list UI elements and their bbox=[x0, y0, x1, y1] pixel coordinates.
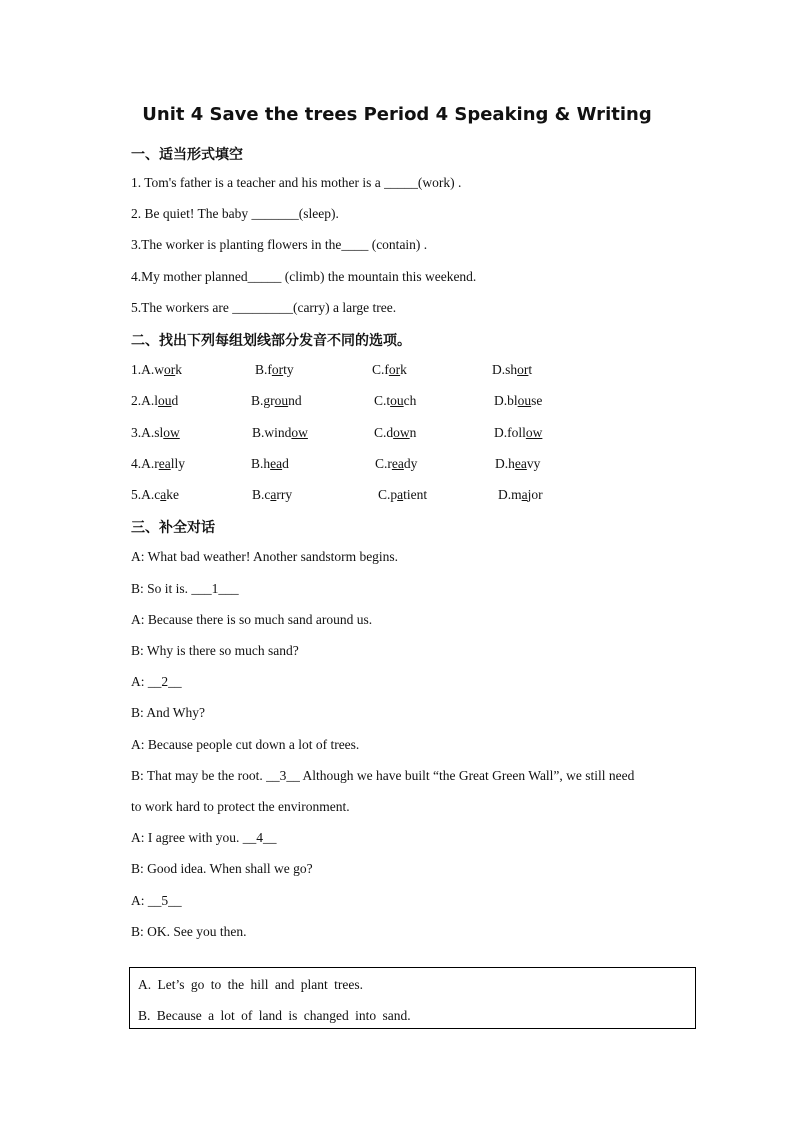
phonics-option-5-b bbox=[252, 487, 292, 503]
dialogue-line-12: A: __5__ bbox=[131, 893, 182, 908]
underlined-letters: ou bbox=[158, 393, 172, 408]
dialogue-line-6: B: And Why? bbox=[131, 705, 205, 720]
option-text: k bbox=[175, 362, 182, 377]
option-text: C.d bbox=[374, 425, 394, 440]
option-text: D.foll bbox=[494, 425, 526, 440]
fill-blank-item-3: 3.The worker is planting flowers in the____ (contain) . bbox=[131, 237, 428, 252]
dialogue-line-7: A: Because people cut down a lot of trees. bbox=[131, 737, 360, 752]
dialogue-line-1: A: What bad weather! Another sandstorm begins. bbox=[131, 549, 399, 564]
underlined-letters: a bbox=[160, 487, 167, 502]
underlined-letters: ow bbox=[393, 425, 410, 440]
underlined-letters: ou bbox=[274, 393, 289, 408]
options-box bbox=[129, 967, 696, 1029]
option-text: B.gr bbox=[251, 393, 275, 408]
dialogue-line-9: to work hard to protect the environment. bbox=[131, 799, 350, 814]
underlined-letters: or bbox=[517, 362, 529, 377]
dialogue-line-13: B: OK. See you then. bbox=[131, 924, 247, 939]
underlined-letters: ow bbox=[291, 425, 308, 440]
option-text: t bbox=[528, 362, 533, 377]
option-text: 2.A.l bbox=[131, 393, 158, 408]
dialogue-line-11: B: Good idea. When shall we go? bbox=[131, 861, 313, 876]
dialogue-line-5: A: __2__ bbox=[131, 674, 182, 689]
option-text: C.p bbox=[378, 487, 398, 502]
section3-heading: 三、补全对话 bbox=[131, 520, 215, 536]
phonics-option-4-b bbox=[251, 456, 289, 472]
underlined-letters: or bbox=[388, 362, 401, 377]
option-text: B.wind bbox=[252, 425, 292, 440]
option-text: rry bbox=[276, 487, 293, 502]
dialogue-line-10: A: I agree with you. __4__ bbox=[131, 830, 277, 845]
underlined-letters: or bbox=[164, 362, 176, 377]
phonics-option-3-b bbox=[252, 425, 308, 441]
fill-blank-item-1: 1. Tom's father is a teacher and his mother is a _____(work) . bbox=[131, 175, 462, 190]
underlined-letters: ow bbox=[163, 425, 180, 440]
option-text: se bbox=[531, 393, 543, 408]
phonics-option-3-c bbox=[374, 425, 416, 441]
option-text: C.f bbox=[372, 362, 389, 377]
option-text: jor bbox=[527, 487, 543, 502]
phonics-option-1-d bbox=[492, 362, 532, 378]
option-text: D.sh bbox=[492, 362, 518, 377]
section2-heading: 二、找出下列每组划线部分发音不同的选项。 bbox=[131, 333, 411, 349]
option-b: B. Because a lot of land is changed into sand. bbox=[138, 1008, 411, 1023]
underlined-letters: a bbox=[270, 487, 277, 502]
phonics-option-4-c bbox=[375, 456, 417, 472]
option-text: ke bbox=[166, 487, 179, 502]
phonics-option-4-d bbox=[495, 456, 540, 472]
dialogue-line-2: B: So it is. ___1___ bbox=[131, 581, 239, 596]
option-text: B.c bbox=[252, 487, 271, 502]
option-text: tient bbox=[403, 487, 428, 502]
underlined-letters: or bbox=[271, 362, 284, 377]
option-text: dy bbox=[403, 456, 418, 471]
dialogue-line-3: A: Because there is so much sand around us. bbox=[131, 612, 373, 627]
option-text: 1.A.w bbox=[131, 362, 164, 377]
phonics-option-5-d bbox=[498, 487, 543, 503]
option-text: ty bbox=[283, 362, 294, 377]
phonics-option-3-a bbox=[131, 425, 180, 441]
underlined-letters: ow bbox=[525, 425, 543, 440]
option-text: C.t bbox=[374, 393, 391, 408]
phonics-option-1-a bbox=[131, 362, 182, 378]
dialogue-line-4: B: Why is there so much sand? bbox=[131, 643, 299, 658]
option-text: d bbox=[171, 393, 179, 408]
option-text: D.bl bbox=[494, 393, 518, 408]
dialogue-line-8: B: That may be the root. __3__ Although we have built “the Great Green Wall”, we still need bbox=[131, 768, 635, 783]
option-a: A. Let’s go to the hill and plant trees. bbox=[138, 977, 363, 992]
option-text: D.m bbox=[498, 487, 522, 502]
fill-blank-item-2: 2. Be quiet! The baby _______(sleep). bbox=[131, 206, 339, 221]
option-text: d bbox=[282, 456, 289, 471]
option-text: lly bbox=[170, 456, 185, 471]
underlined-letters: a bbox=[397, 487, 404, 502]
phonics-option-2-d bbox=[494, 393, 542, 409]
phonics-option-1-b bbox=[255, 362, 294, 378]
underlined-letters: ea bbox=[158, 456, 171, 471]
phonics-option-5-c bbox=[378, 487, 427, 503]
phonics-option-5-a bbox=[131, 487, 179, 503]
underlined-letters: ea bbox=[270, 456, 283, 471]
fill-blank-item-5: 5.The workers are _________(carry) a large tree. bbox=[131, 300, 397, 315]
phonics-option-1-c bbox=[372, 362, 407, 378]
underlined-letters: ou bbox=[517, 393, 532, 408]
underlined-letters: ea bbox=[391, 456, 404, 471]
page-title: Unit 4 Save the trees Period 4 Speaking & Writing bbox=[142, 104, 652, 125]
underlined-letters: ea bbox=[514, 456, 527, 471]
option-text: 4.A.r bbox=[131, 456, 159, 471]
option-text: n bbox=[409, 425, 417, 440]
phonics-option-2-a bbox=[131, 393, 178, 409]
option-text: vy bbox=[526, 456, 541, 471]
option-text: B.h bbox=[251, 456, 271, 471]
fill-blank-item-4: 4.My mother planned_____ (climb) the mountain this weekend. bbox=[131, 269, 477, 284]
phonics-option-4-a bbox=[131, 456, 185, 472]
option-text: 5.A.c bbox=[131, 487, 161, 502]
option-text: ch bbox=[403, 393, 417, 408]
phonics-option-3-d bbox=[494, 425, 542, 441]
option-text: B.f bbox=[255, 362, 272, 377]
section1-heading: 一、适当形式填空 bbox=[131, 147, 243, 163]
option-text: nd bbox=[288, 393, 302, 408]
option-text: k bbox=[400, 362, 407, 377]
phonics-option-2-c bbox=[374, 393, 416, 409]
underlined-letters: ou bbox=[390, 393, 404, 408]
underlined-letters: a bbox=[521, 487, 528, 502]
option-text: C.r bbox=[375, 456, 392, 471]
phonics-option-2-b bbox=[251, 393, 302, 409]
option-text: 3.A.sl bbox=[131, 425, 164, 440]
option-text: D.h bbox=[495, 456, 515, 471]
